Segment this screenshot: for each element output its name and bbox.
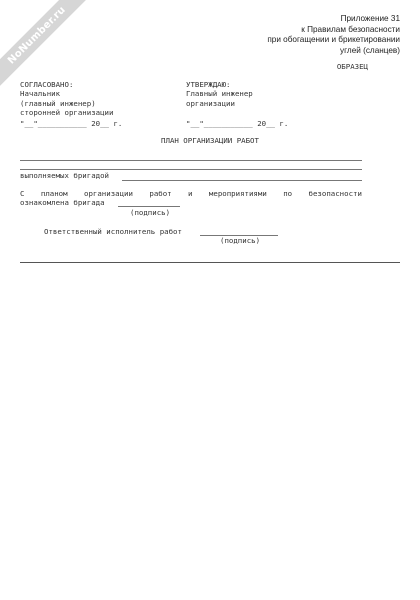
responsible-signature-caption: (подпись) [220,236,261,245]
word: и [188,189,193,198]
acknowledgement-line-2: ознакомлена бригада [20,198,105,207]
brigade-signature-caption: (подпись) [130,208,171,217]
appendix-line: углей (сланцев) [340,45,400,55]
word: С [20,189,25,198]
brigade-label: выполняемых бригадой [20,171,109,180]
approval-left-line: Начальник [20,89,61,99]
approval-right-block [186,80,288,128]
watermark-text: NoNumber.ru [6,4,68,67]
appendix-header [210,14,400,56]
word: безопасности [308,189,362,198]
approval-left-line: (главный инженер) [20,98,96,108]
word: мероприятиями [208,189,267,198]
responsible-label: Ответственный исполнитель работ [44,227,182,236]
sample-label: ОБРАЗЕЦ [336,62,368,71]
appendix-line: Приложение 31 [340,14,400,23]
word: по [283,189,293,198]
appendix-line: к Правилам безопасности [301,24,400,34]
brigade-blank-rule [122,180,362,181]
approval-left-line: сторонней организации [20,108,114,118]
appendix-line: при обогащении и брикетировании [267,35,400,45]
approval-right-heading: УТВЕРЖДАЮ: [186,80,231,89]
document-title: ПЛАН ОРГАНИЗАЦИИ РАБОТ [161,136,259,145]
brigade-signature-rule [118,206,180,207]
word: планом [40,189,68,198]
approval-left-block [20,80,122,128]
approval-right-line: Главный инженер [186,89,253,99]
approval-left-heading: СОГЛАСОВАНО: [20,80,74,89]
approval-right-date: "__"___________ 20__ г. [186,118,289,128]
word: работ [149,189,172,198]
approval-right-line: организации [186,98,235,108]
approval-left-date: "__"___________ 20__ г. [20,118,123,128]
blank-rule [20,169,362,170]
word: организации [84,189,133,198]
acknowledgement-line [20,189,362,198]
section-divider [20,262,400,263]
blank-rule [20,160,362,161]
